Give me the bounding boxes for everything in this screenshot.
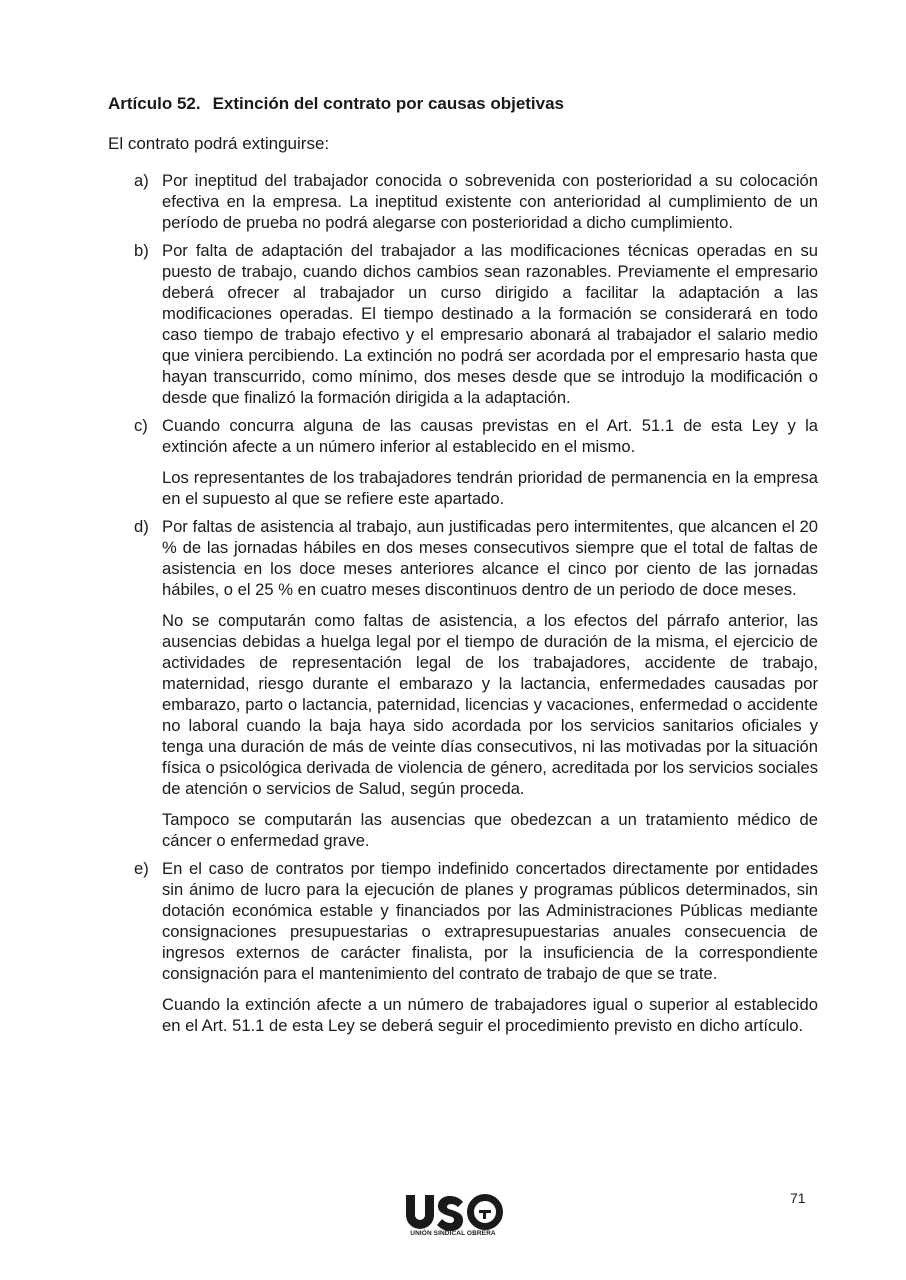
logo-emblem [479,1210,491,1219]
list-item-paragraph: Cuando la extinción afecte a un número de trabajadores igual o superior al establecido en el Art. 51.1 de esta Ley se deberá seguir el procedimiento previsto en dicho artículo. [162,995,818,1035]
article-title: Extinción del contrato por causas objetivas [212,94,565,113]
logo-letter-s [437,1196,463,1231]
list-item [134,415,818,509]
list-item-marker: c) [134,416,148,435]
list-item-paragraph: Cuando concurra alguna de las causas previstas en el Art. 51.1 de esta Ley y la extinción afecte a un número inferior al establecido en el mismo. [162,416,818,456]
article-intro: El contrato podrá extinguirse: [108,134,330,153]
page-number: 71 [790,1190,806,1206]
list-item-paragraph: Los representantes de los trabajadores tendrán prioridad de permanencia en la empresa en el supuesto al que se refiere este apartado. [162,468,818,508]
item-list [134,170,818,1043]
list-item-marker: e) [134,859,149,878]
list-item-marker: b) [134,241,149,260]
list-item [134,170,818,233]
list-item-paragraph: Por faltas de asistencia al trabajo, aun justificadas pero intermitentes, que alcancen el 20 % de las jornadas hábiles en dos meses consecutivos siempre que el total de faltas de asistencia en los doce meses anteriores alcance el cinco por ciento de las jornadas hábiles, o el 25 % en cuatro meses discontinuos dentro de un periodo de doce meses. [162,517,818,599]
list-item-paragraph: Por falta de adaptación del trabajador a las modificaciones técnicas operadas en su puesto de trabajo, cuando dichos cambios sean razonables. Previamente el empresario deberá ofrecer al trabajador un curso dirigido a facilitar la adaptación a las modificaciones operadas. El tiempo destinado a la formación se considerará en todo caso tiempo de trabajo efectivo y el empresario abonará al trabajador el salario medio que viniera percibiendo. La extinción no podrá ser acordada por el empresario hasta que hayan transcurrido, como mínimo, dos meses desde que se introdujo la modificación o desde que finalizó la formación dirigida a la adaptación. [162,241,818,407]
list-item-paragraph: No se computarán como faltas de asistencia, a los efectos del párrafo anterior, las ausencias debidas a huelga legal por el tiempo de duración de la misma, el ejercicio de actividades de representación legal de los trabajadores, accidente de trabajo, maternidad, riesgo durante el embarazo y la lactancia, enfermedades causadas por embarazo, parto o lactancia, paternidad, licencias y vacaciones, enfermedad o accidente no laboral cuando la baja haya sido acordada por los servicios sanitarios oficiales y tenga una duración de más de veinte días consecutivos, ni las motivadas por la situación física o psicológica derivada de violencia de género, acreditada por los servicios sociales de atención o servicios de Salud, según proceda. [162,611,818,798]
list-item [134,516,818,851]
logo-caption: UNIÓN SINDICAL OBRERA [410,1230,496,1237]
article-number: Artículo 52. [108,94,201,113]
logo-letter-u [406,1195,434,1229]
list-item-paragraph: Por ineptitud del trabajador conocida o sobrevenida con posterioridad a su colocación efectiva en la empresa. La ineptitud existente con anterioridad al cumplimiento de un período de prueba no podrá alegarse con posterioridad a dicho cumplimiento. [162,171,818,232]
list-item-paragraph: En el caso de contratos por tiempo indefinido concertados directamente por entidades sin ánimo de lucro para la ejecución de planes y programas públicos determinados, sin dotación económica estable y financiados por las Administraciones Públicas mediante consignaciones presupuestarias o extrapresupuestarias anuales consecuencia de ingresos externos de carácter finalista, por la insuficiencia de la correspondiente consignación para el mantenimiento del contrato de trabajo de que se trate. [162,859,818,983]
list-item [134,240,818,408]
list-item-paragraph: Tampoco se computarán las ausencias que obedezcan a un tratamiento médico de cáncer o enfermedad grave. [162,810,818,850]
list-item-marker: d) [134,517,149,536]
list-item-marker: a) [134,171,149,190]
article-heading [108,93,564,115]
list-item [134,858,818,1036]
